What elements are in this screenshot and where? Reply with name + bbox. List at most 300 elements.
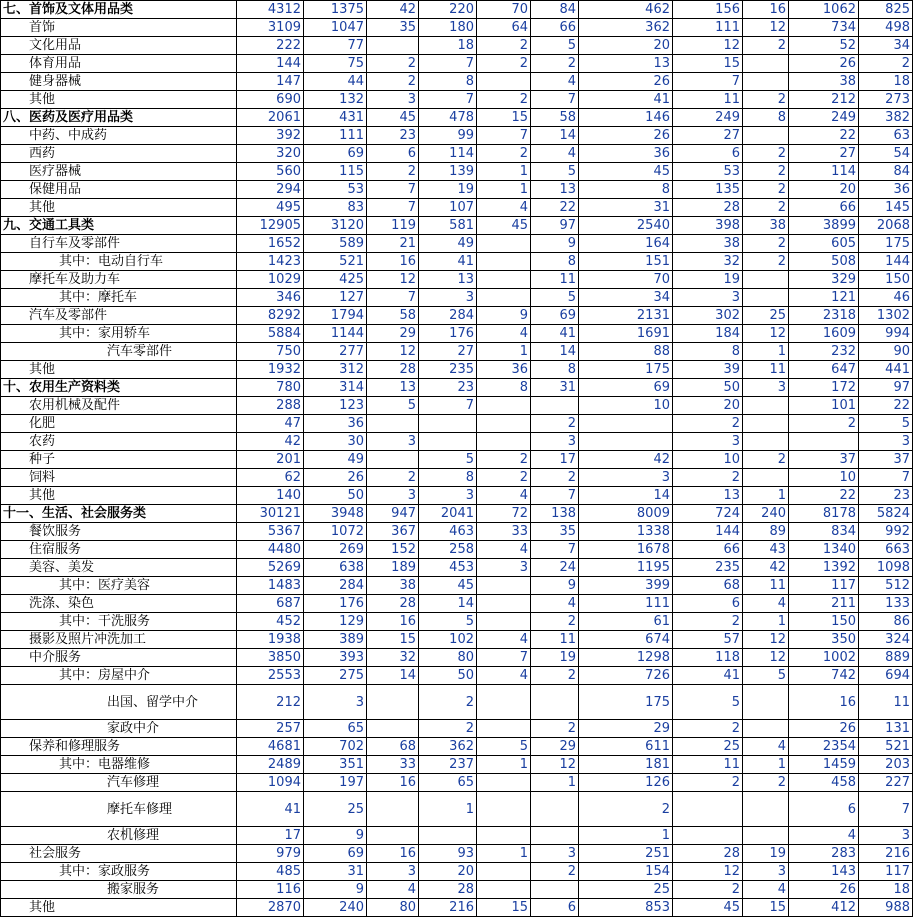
value-cell: 5 — [419, 613, 477, 631]
value-cell: 8 — [743, 109, 789, 127]
value-cell: 4 — [477, 487, 531, 505]
row-label: 中介服务 — [1, 649, 237, 667]
value-cell: 240 — [743, 505, 789, 523]
value-cell: 129 — [304, 613, 367, 631]
value-cell: 175 — [579, 685, 673, 720]
row-label: 农用机械及配件 — [1, 397, 237, 415]
value-cell: 780 — [237, 379, 304, 397]
value-cell: 3 — [673, 289, 743, 307]
value-cell — [531, 685, 579, 720]
value-cell: 5269 — [237, 559, 304, 577]
value-cell: 101 — [789, 397, 859, 415]
value-cell: 22 — [531, 199, 579, 217]
value-cell: 8 — [419, 469, 477, 487]
value-cell: 1302 — [859, 307, 913, 325]
value-cell: 2 — [673, 415, 743, 433]
value-cell: 19 — [673, 271, 743, 289]
value-cell: 27 — [789, 145, 859, 163]
value-cell: 70 — [477, 1, 531, 19]
value-cell: 14 — [367, 667, 419, 685]
value-cell: 702 — [304, 738, 367, 756]
value-cell: 3109 — [237, 19, 304, 37]
value-cell: 2553 — [237, 667, 304, 685]
value-cell: 12 — [743, 19, 789, 37]
value-cell: 32 — [367, 649, 419, 667]
value-cell: 258 — [419, 541, 477, 559]
row-label: 医疗器械 — [1, 163, 237, 181]
value-cell: 216 — [859, 845, 913, 863]
value-cell: 11 — [531, 631, 579, 649]
value-cell: 362 — [579, 19, 673, 37]
value-cell: 8 — [531, 361, 579, 379]
value-cell: 1609 — [789, 325, 859, 343]
value-cell: 19 — [743, 845, 789, 863]
row-label: 家政中介 — [1, 720, 237, 738]
row-label: 文化用品 — [1, 37, 237, 55]
value-cell: 2 — [367, 73, 419, 91]
value-cell: 2 — [531, 613, 579, 631]
table-row — [1, 720, 913, 738]
row-label: 餐饮服务 — [1, 523, 237, 541]
value-cell: 3899 — [789, 217, 859, 235]
value-cell: 150 — [859, 271, 913, 289]
value-cell: 284 — [304, 577, 367, 595]
value-cell: 10 — [789, 469, 859, 487]
value-cell: 3 — [859, 827, 913, 845]
value-cell: 314 — [304, 379, 367, 397]
value-cell: 212 — [789, 91, 859, 109]
table-row — [1, 469, 913, 487]
value-cell — [477, 415, 531, 433]
value-cell: 7 — [367, 199, 419, 217]
value-cell: 36 — [859, 181, 913, 199]
value-cell: 251 — [579, 845, 673, 863]
value-cell: 647 — [789, 361, 859, 379]
value-cell: 605 — [789, 235, 859, 253]
row-label: 保养和修理服务 — [1, 738, 237, 756]
value-cell: 201 — [237, 451, 304, 469]
category-label: 十、农用生产资料类 — [1, 379, 237, 397]
value-cell: 2 — [743, 253, 789, 271]
table-row — [1, 127, 913, 145]
row-label: 其他 — [1, 361, 237, 379]
value-cell: 560 — [237, 163, 304, 181]
value-cell: 1338 — [579, 523, 673, 541]
value-cell: 172 — [789, 379, 859, 397]
value-cell: 2 — [743, 774, 789, 792]
value-cell: 12 — [673, 863, 743, 881]
row-label: 体育用品 — [1, 55, 237, 73]
row-label: 摄影及照片冲洗加工 — [1, 631, 237, 649]
value-cell: 3 — [367, 91, 419, 109]
value-cell: 75 — [304, 55, 367, 73]
value-cell: 674 — [579, 631, 673, 649]
value-cell: 889 — [859, 649, 913, 667]
value-cell: 294 — [237, 181, 304, 199]
row-label: 化肥 — [1, 415, 237, 433]
value-cell: 458 — [789, 774, 859, 792]
value-cell — [743, 289, 789, 307]
value-cell: 3850 — [237, 649, 304, 667]
value-cell — [477, 613, 531, 631]
value-cell: 463 — [419, 523, 477, 541]
value-cell: 49 — [304, 451, 367, 469]
value-cell: 176 — [419, 325, 477, 343]
value-cell: 23 — [419, 379, 477, 397]
value-cell: 11 — [743, 577, 789, 595]
value-cell: 58 — [531, 109, 579, 127]
value-cell: 742 — [789, 667, 859, 685]
value-cell: 164 — [579, 235, 673, 253]
row-label: 健身器械 — [1, 73, 237, 91]
value-cell: 61 — [579, 613, 673, 631]
value-cell: 22 — [789, 487, 859, 505]
value-cell: 26 — [579, 73, 673, 91]
value-cell: 58 — [367, 307, 419, 325]
value-cell — [531, 827, 579, 845]
table-row — [1, 343, 913, 361]
value-cell: 80 — [367, 899, 419, 917]
value-cell: 139 — [419, 163, 477, 181]
value-cell: 203 — [859, 756, 913, 774]
value-cell: 2 — [743, 145, 789, 163]
value-cell: 2131 — [579, 307, 673, 325]
value-cell: 140 — [237, 487, 304, 505]
value-cell: 4 — [743, 738, 789, 756]
value-cell: 52 — [789, 37, 859, 55]
value-cell: 232 — [789, 343, 859, 361]
table-row — [1, 827, 913, 845]
table-row — [1, 774, 913, 792]
value-cell — [477, 774, 531, 792]
value-cell: 45 — [367, 109, 419, 127]
value-cell: 34 — [579, 289, 673, 307]
row-label: 汽车零部件 — [1, 343, 237, 361]
value-cell: 1072 — [304, 523, 367, 541]
value-cell: 947 — [367, 505, 419, 523]
value-cell: 38 — [743, 217, 789, 235]
value-cell: 11 — [673, 91, 743, 109]
value-cell: 77 — [304, 37, 367, 55]
value-cell — [477, 577, 531, 595]
row-label: 其他 — [1, 899, 237, 917]
value-cell: 7 — [531, 487, 579, 505]
value-cell: 32 — [673, 253, 743, 271]
category-row — [1, 505, 913, 523]
value-cell: 351 — [304, 756, 367, 774]
row-label: 其中：家政服务 — [1, 863, 237, 881]
value-cell: 5367 — [237, 523, 304, 541]
value-cell: 8 — [579, 181, 673, 199]
table-row — [1, 73, 913, 91]
value-cell — [477, 271, 531, 289]
value-cell: 36 — [579, 145, 673, 163]
value-cell: 50 — [419, 667, 477, 685]
value-cell: 2 — [673, 774, 743, 792]
value-cell: 1 — [743, 343, 789, 361]
value-cell: 853 — [579, 899, 673, 917]
table-row — [1, 37, 913, 55]
row-label: 社会服务 — [1, 845, 237, 863]
value-cell: 10 — [579, 397, 673, 415]
value-cell: 1 — [743, 756, 789, 774]
row-label: 其他 — [1, 199, 237, 217]
value-cell: 132 — [304, 91, 367, 109]
value-cell: 7 — [419, 55, 477, 73]
value-cell: 3 — [304, 685, 367, 720]
value-cell: 25 — [743, 307, 789, 325]
value-cell: 441 — [859, 361, 913, 379]
value-cell: 41 — [579, 91, 673, 109]
category-label: 七、首饰及文体用品类 — [1, 1, 237, 19]
value-cell: 28 — [673, 845, 743, 863]
value-cell: 62 — [237, 469, 304, 487]
row-label: 汽车修理 — [1, 774, 237, 792]
row-label: 农机修理 — [1, 827, 237, 845]
category-row — [1, 217, 913, 235]
value-cell: 6 — [789, 792, 859, 827]
value-cell — [789, 433, 859, 451]
value-cell — [477, 397, 531, 415]
value-cell — [743, 792, 789, 827]
table-body — [1, 1, 913, 917]
value-cell: 38 — [367, 577, 419, 595]
table-row — [1, 613, 913, 631]
value-cell: 115 — [304, 163, 367, 181]
value-cell: 2 — [743, 163, 789, 181]
value-cell: 144 — [673, 523, 743, 541]
table-row — [1, 55, 913, 73]
table-row — [1, 845, 913, 863]
value-cell: 4 — [477, 199, 531, 217]
value-cell: 27 — [673, 127, 743, 145]
value-cell: 16 — [367, 253, 419, 271]
value-cell: 20 — [673, 397, 743, 415]
row-label: 中药、中成药 — [1, 127, 237, 145]
value-cell: 72 — [477, 505, 531, 523]
value-cell: 8 — [531, 253, 579, 271]
value-cell: 1932 — [237, 361, 304, 379]
value-cell: 37 — [859, 451, 913, 469]
value-cell: 12 — [743, 325, 789, 343]
value-cell: 362 — [419, 738, 477, 756]
value-cell: 3 — [531, 433, 579, 451]
value-cell — [579, 415, 673, 433]
value-cell: 2 — [789, 415, 859, 433]
value-cell: 2 — [477, 37, 531, 55]
value-cell: 521 — [859, 738, 913, 756]
value-cell: 83 — [304, 199, 367, 217]
value-cell: 144 — [237, 55, 304, 73]
value-cell: 3 — [477, 559, 531, 577]
value-cell: 16 — [743, 1, 789, 19]
value-cell: 2 — [673, 881, 743, 899]
value-cell: 3120 — [304, 217, 367, 235]
value-cell: 5 — [531, 289, 579, 307]
value-cell: 6 — [367, 145, 419, 163]
value-cell: 19 — [419, 181, 477, 199]
value-cell: 41 — [673, 667, 743, 685]
value-cell: 69 — [579, 379, 673, 397]
value-cell: 734 — [789, 19, 859, 37]
value-cell — [477, 685, 531, 720]
value-cell: 45 — [419, 577, 477, 595]
table-row — [1, 631, 913, 649]
value-cell: 312 — [304, 361, 367, 379]
value-cell: 50 — [673, 379, 743, 397]
value-cell: 2 — [743, 451, 789, 469]
row-label: 摩托车及助力车 — [1, 271, 237, 289]
value-cell: 31 — [579, 199, 673, 217]
value-cell: 5824 — [859, 505, 913, 523]
value-cell: 1340 — [789, 541, 859, 559]
value-cell: 5 — [743, 667, 789, 685]
value-cell: 2318 — [789, 307, 859, 325]
value-cell — [477, 595, 531, 613]
table-row — [1, 415, 913, 433]
value-cell: 25 — [579, 881, 673, 899]
value-cell: 44 — [304, 73, 367, 91]
value-cell: 65 — [419, 774, 477, 792]
value-cell: 25 — [673, 738, 743, 756]
value-cell: 16 — [789, 685, 859, 720]
value-cell — [743, 271, 789, 289]
value-cell: 277 — [304, 343, 367, 361]
table-row — [1, 541, 913, 559]
value-cell: 84 — [531, 1, 579, 19]
value-cell: 273 — [859, 91, 913, 109]
value-cell: 431 — [304, 109, 367, 127]
value-cell: 34 — [859, 37, 913, 55]
value-cell: 4 — [477, 541, 531, 559]
value-cell: 581 — [419, 217, 477, 235]
value-cell: 1 — [579, 827, 673, 845]
value-cell: 589 — [304, 235, 367, 253]
value-cell: 8178 — [789, 505, 859, 523]
value-cell: 8009 — [579, 505, 673, 523]
value-cell — [477, 720, 531, 738]
table-row — [1, 451, 913, 469]
value-cell: 3 — [419, 487, 477, 505]
value-cell: 97 — [531, 217, 579, 235]
value-cell: 2 — [477, 55, 531, 73]
value-cell: 2 — [743, 37, 789, 55]
table-row — [1, 792, 913, 827]
value-cell: 2 — [477, 469, 531, 487]
value-cell: 17 — [531, 451, 579, 469]
value-cell: 68 — [673, 577, 743, 595]
value-cell: 8 — [673, 343, 743, 361]
value-cell: 320 — [237, 145, 304, 163]
value-cell: 212 — [237, 685, 304, 720]
value-cell: 146 — [579, 109, 673, 127]
value-cell: 2068 — [859, 217, 913, 235]
value-cell: 65 — [304, 720, 367, 738]
value-cell: 17 — [237, 827, 304, 845]
value-cell: 30 — [304, 433, 367, 451]
value-cell: 7 — [367, 181, 419, 199]
table-row — [1, 649, 913, 667]
value-cell — [477, 289, 531, 307]
value-cell: 14 — [531, 127, 579, 145]
value-cell — [743, 685, 789, 720]
value-cell: 2 — [743, 181, 789, 199]
value-cell — [743, 433, 789, 451]
row-label: 其他 — [1, 487, 237, 505]
table-row — [1, 863, 913, 881]
value-cell — [743, 415, 789, 433]
value-cell: 834 — [789, 523, 859, 541]
value-cell: 452 — [237, 613, 304, 631]
row-label: 饲料 — [1, 469, 237, 487]
value-cell: 992 — [859, 523, 913, 541]
value-cell: 4681 — [237, 738, 304, 756]
value-cell: 750 — [237, 343, 304, 361]
value-cell: 462 — [579, 1, 673, 19]
value-cell: 4 — [531, 595, 579, 613]
value-cell — [531, 792, 579, 827]
category-label: 十一、生活、社会服务类 — [1, 505, 237, 523]
value-cell: 151 — [579, 253, 673, 271]
value-cell: 23 — [367, 127, 419, 145]
value-cell: 1 — [477, 756, 531, 774]
value-cell: 20 — [789, 181, 859, 199]
value-cell: 33 — [477, 523, 531, 541]
value-cell: 350 — [789, 631, 859, 649]
table-row — [1, 325, 913, 343]
value-cell — [673, 827, 743, 845]
value-cell: 197 — [304, 774, 367, 792]
value-cell: 68 — [367, 738, 419, 756]
value-cell: 2061 — [237, 109, 304, 127]
value-cell — [477, 827, 531, 845]
value-cell: 284 — [419, 307, 477, 325]
value-cell: 288 — [237, 397, 304, 415]
value-cell: 38 — [673, 235, 743, 253]
value-cell: 389 — [304, 631, 367, 649]
value-cell: 175 — [579, 361, 673, 379]
value-cell: 175 — [859, 235, 913, 253]
value-cell: 2 — [477, 451, 531, 469]
value-cell: 54 — [859, 145, 913, 163]
row-label: 出国、留学中介 — [1, 685, 237, 720]
value-cell: 111 — [673, 19, 743, 37]
value-cell: 211 — [789, 595, 859, 613]
value-cell: 14 — [579, 487, 673, 505]
value-cell: 498 — [859, 19, 913, 37]
value-cell: 485 — [237, 863, 304, 881]
value-cell: 126 — [579, 774, 673, 792]
value-cell: 269 — [304, 541, 367, 559]
value-cell: 2 — [419, 720, 477, 738]
value-cell: 102 — [419, 631, 477, 649]
value-cell: 9 — [477, 307, 531, 325]
value-cell: 6 — [673, 145, 743, 163]
value-cell: 20 — [579, 37, 673, 55]
value-cell: 1098 — [859, 559, 913, 577]
value-cell: 37 — [789, 451, 859, 469]
table-row — [1, 487, 913, 505]
value-cell: 988 — [859, 899, 913, 917]
value-cell: 2 — [673, 613, 743, 631]
table-row — [1, 523, 913, 541]
value-cell: 189 — [367, 559, 419, 577]
value-cell: 1298 — [579, 649, 673, 667]
value-cell: 12 — [673, 37, 743, 55]
value-cell: 111 — [304, 127, 367, 145]
value-cell: 150 — [789, 613, 859, 631]
value-cell: 29 — [531, 738, 579, 756]
